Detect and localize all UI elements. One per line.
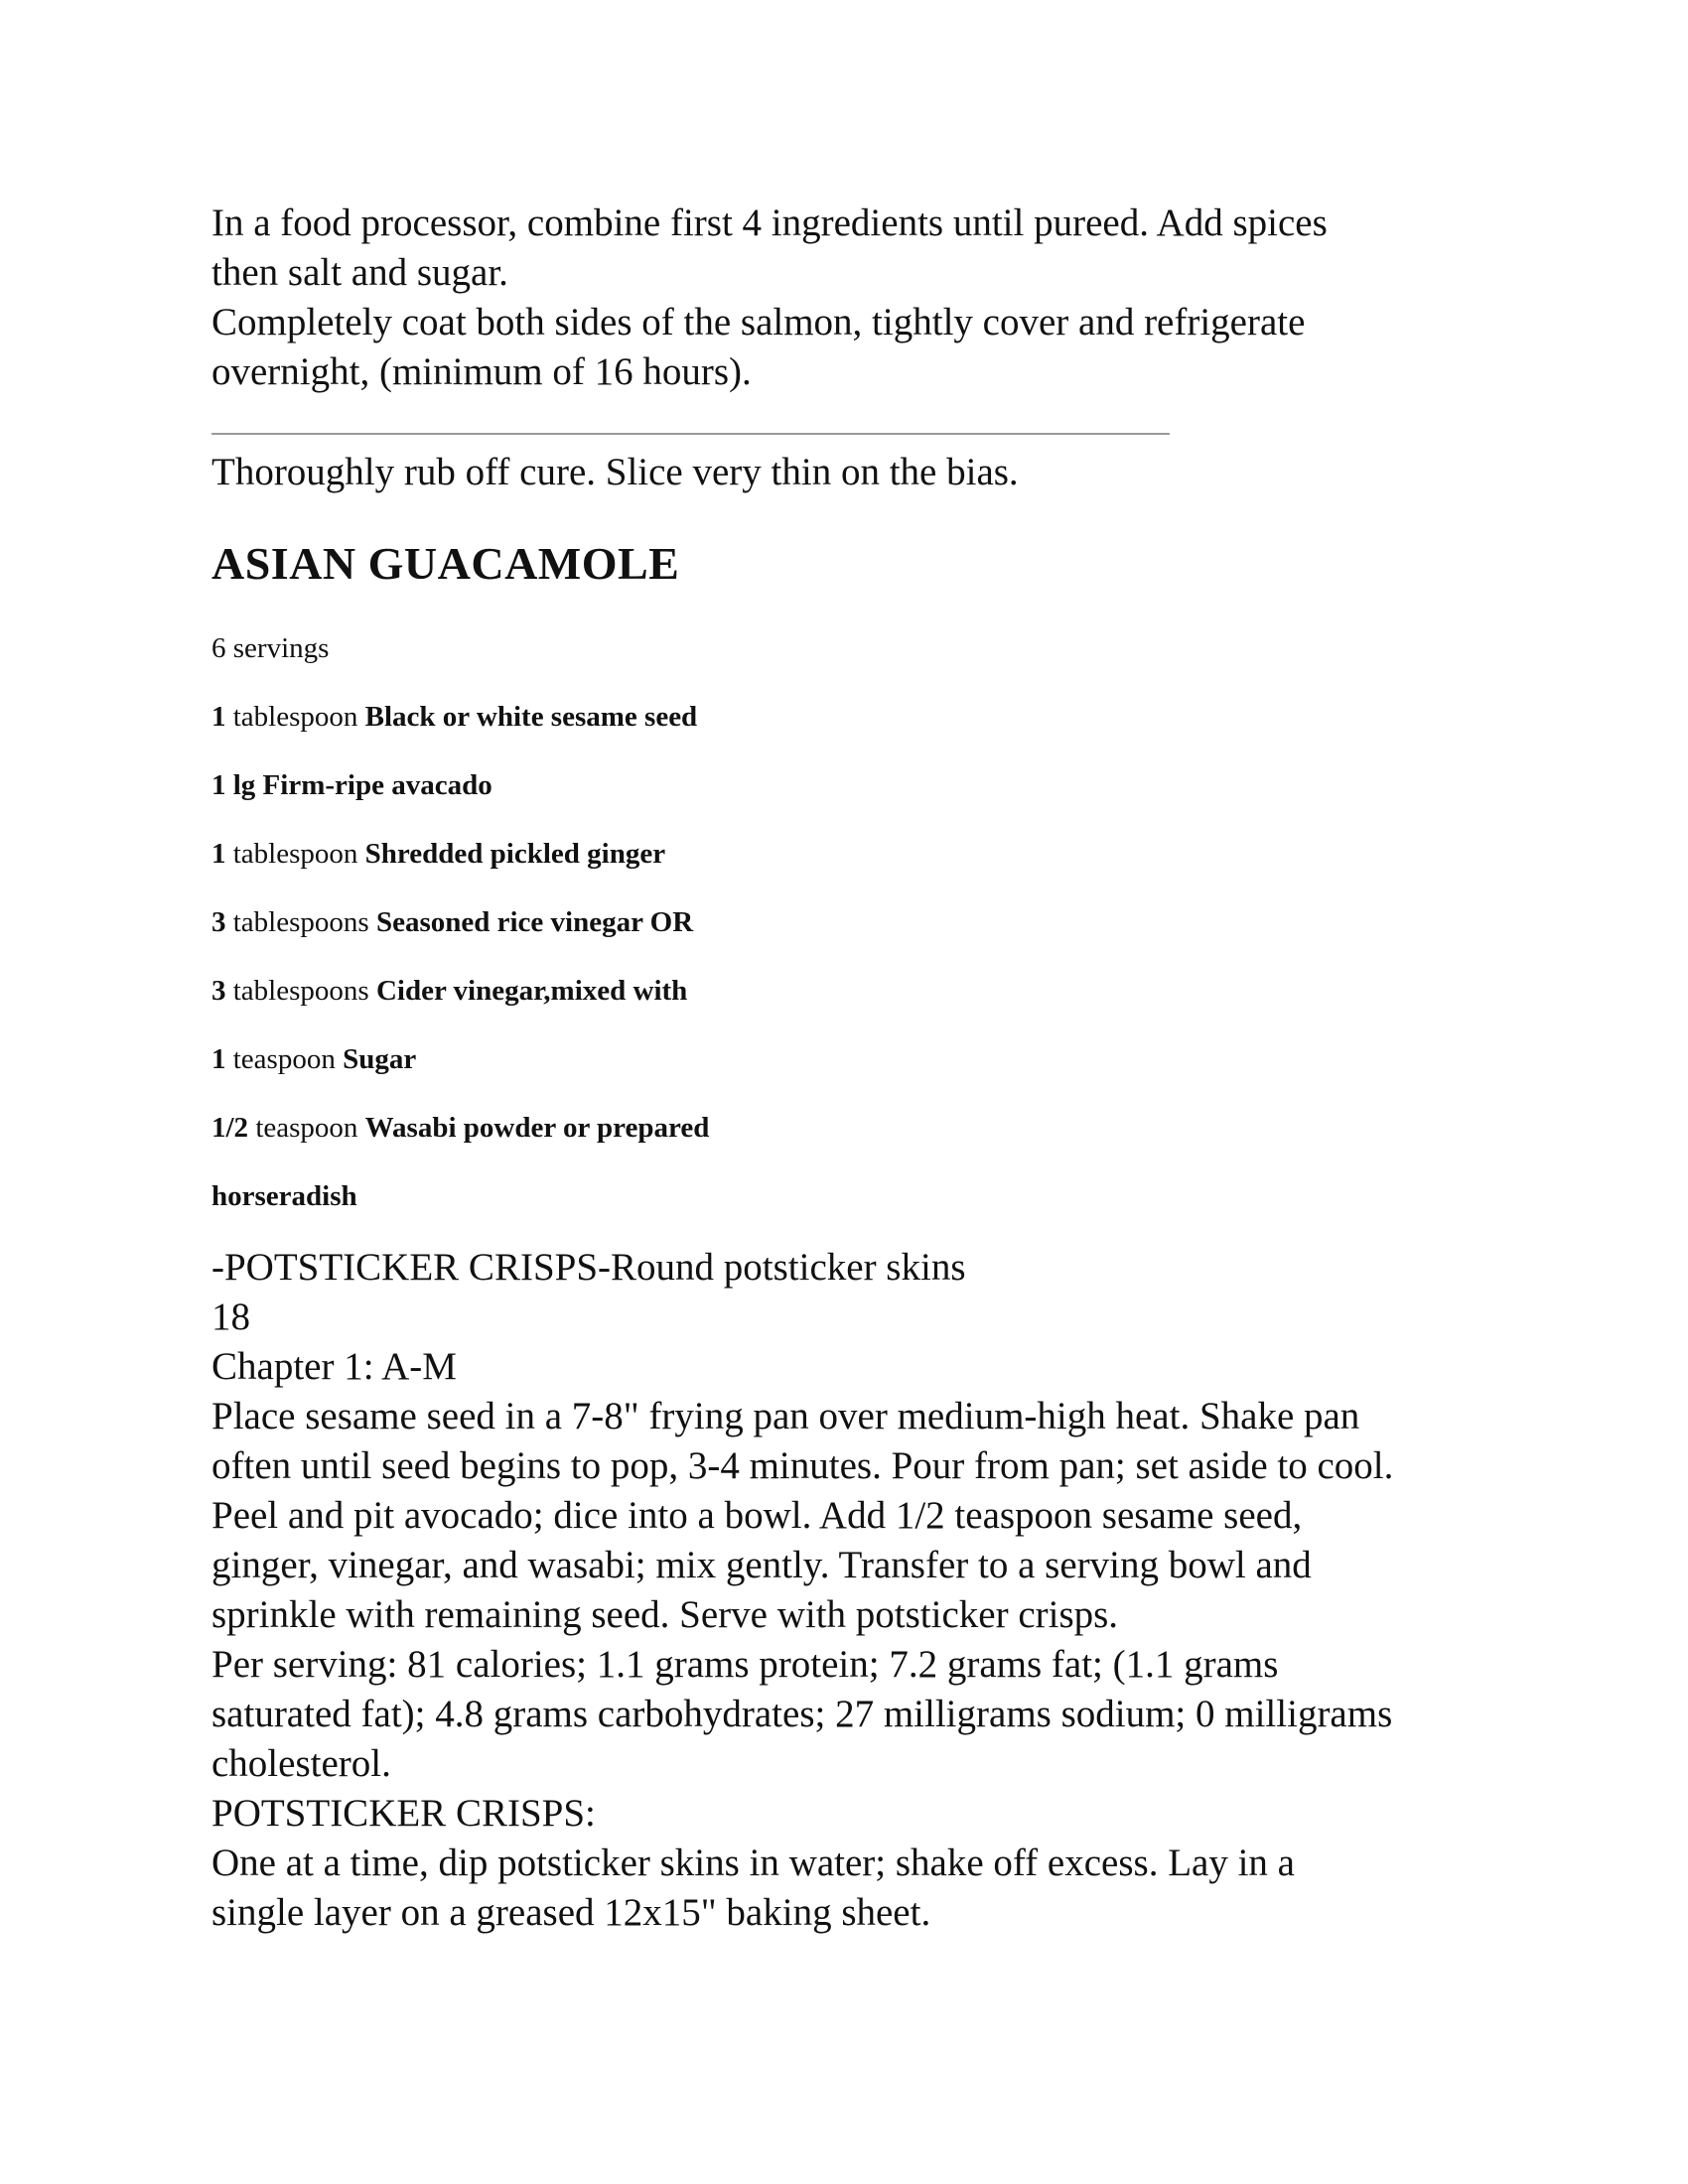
intro-line: then salt and sugar.	[211, 251, 508, 294]
ingredient-unit: tablespoon	[232, 838, 358, 870]
ingredient-unit: tablespoons	[232, 975, 369, 1007]
ingredient-qty: 1	[211, 838, 226, 870]
ingredient-name: Wasabi powder or prepared	[364, 1112, 710, 1144]
instruction-line: ginger, vinegar, and wasabi; mix gently. Transfer to a serving bowl and	[211, 1544, 1312, 1586]
ingredient-qty: 1/2	[211, 1112, 249, 1144]
instruction-line: single layer on a greased 12x15" baking sheet.	[211, 1891, 931, 1934]
ingredient-qty: 1	[211, 701, 226, 733]
ingredient-item	[211, 1176, 357, 1216]
ingredient-name: Black or white sesame seed	[364, 701, 698, 733]
instruction-line: -POTSTICKER CRISPS-Round potsticker skins	[211, 1246, 966, 1289]
instruction-line: Peel and pit avocado; dice into a bowl. Add 1/2 teaspoon sesame seed,	[211, 1494, 1303, 1537]
ingredient-item	[211, 697, 697, 737]
ingredient-name: Cider vinegar,mixed with	[375, 975, 688, 1007]
instruction-line: saturated fat); 4.8 grams carbohydrates; 27 milligrams sodium; 0 milligrams	[211, 1693, 1393, 1735]
instruction-line: 18	[211, 1296, 250, 1338]
ingredient-unit: tablespoon	[232, 701, 358, 733]
instructions-paragraph	[211, 1243, 1502, 1938]
intro-line: overnight, (minimum of 16 hours).	[211, 350, 752, 393]
ingredient-name: Seasoned rice vinegar OR	[375, 906, 694, 938]
ingredient-name: Shredded pickled ginger	[364, 838, 666, 870]
instruction-line: cholesterol.	[211, 1742, 391, 1785]
ingredient-name: horseradish	[211, 1180, 357, 1212]
ingredient-unit: teaspoon	[255, 1112, 358, 1144]
servings-text: 6 servings	[211, 632, 330, 664]
ingredient-name: lg Firm-ripe avacado	[232, 769, 492, 801]
ingredient-qty: 3	[211, 975, 226, 1007]
ingredient-item	[211, 834, 665, 874]
ingredient-item	[211, 765, 492, 805]
recipe-title: ASIAN GUACAMOLE	[211, 538, 680, 589]
intro-line: In a food processor, combine first 4 ingredients until pureed. Add spices	[211, 202, 1328, 244]
instruction-line: One at a time, dip potsticker skins in water; shake off excess. Lay in a	[211, 1842, 1295, 1884]
ingredient-unit: teaspoon	[232, 1043, 336, 1075]
instruction-line: POTSTICKER CRISPS:	[211, 1792, 596, 1835]
ingredient-item	[211, 902, 693, 942]
intro-line: Completely coat both sides of the salmon, tightly cover and refrigerate	[211, 301, 1306, 343]
ingredient-item	[211, 1108, 709, 1148]
intro-paragraph	[211, 199, 1502, 397]
ingredient-qty: 3	[211, 906, 226, 938]
ingredient-qty: 1	[211, 769, 226, 801]
horizontal-divider	[211, 433, 1170, 435]
instruction-line: sprinkle with remaining seed. Serve with potsticker crisps.	[211, 1593, 1119, 1636]
rub-off-text: Thoroughly rub off cure. Slice very thin on the bias.	[211, 451, 1019, 493]
ingredient-unit: tablespoons	[232, 906, 369, 938]
ingredient-item	[211, 971, 687, 1011]
instruction-line: often until seed begins to pop, 3-4 minutes. Pour from pan; set aside to cool.	[211, 1444, 1394, 1487]
instruction-line: Place sesame seed in a 7-8" frying pan over medium-high heat. Shake pan	[211, 1395, 1360, 1437]
instruction-line: Chapter 1: A-M	[211, 1345, 457, 1388]
instruction-line: Per serving: 81 calories; 1.1 grams protein; 7.2 grams fat; (1.1 grams	[211, 1643, 1279, 1686]
ingredient-item	[211, 1039, 416, 1079]
ingredient-qty: 1	[211, 1043, 226, 1075]
ingredient-name: Sugar	[343, 1043, 417, 1075]
